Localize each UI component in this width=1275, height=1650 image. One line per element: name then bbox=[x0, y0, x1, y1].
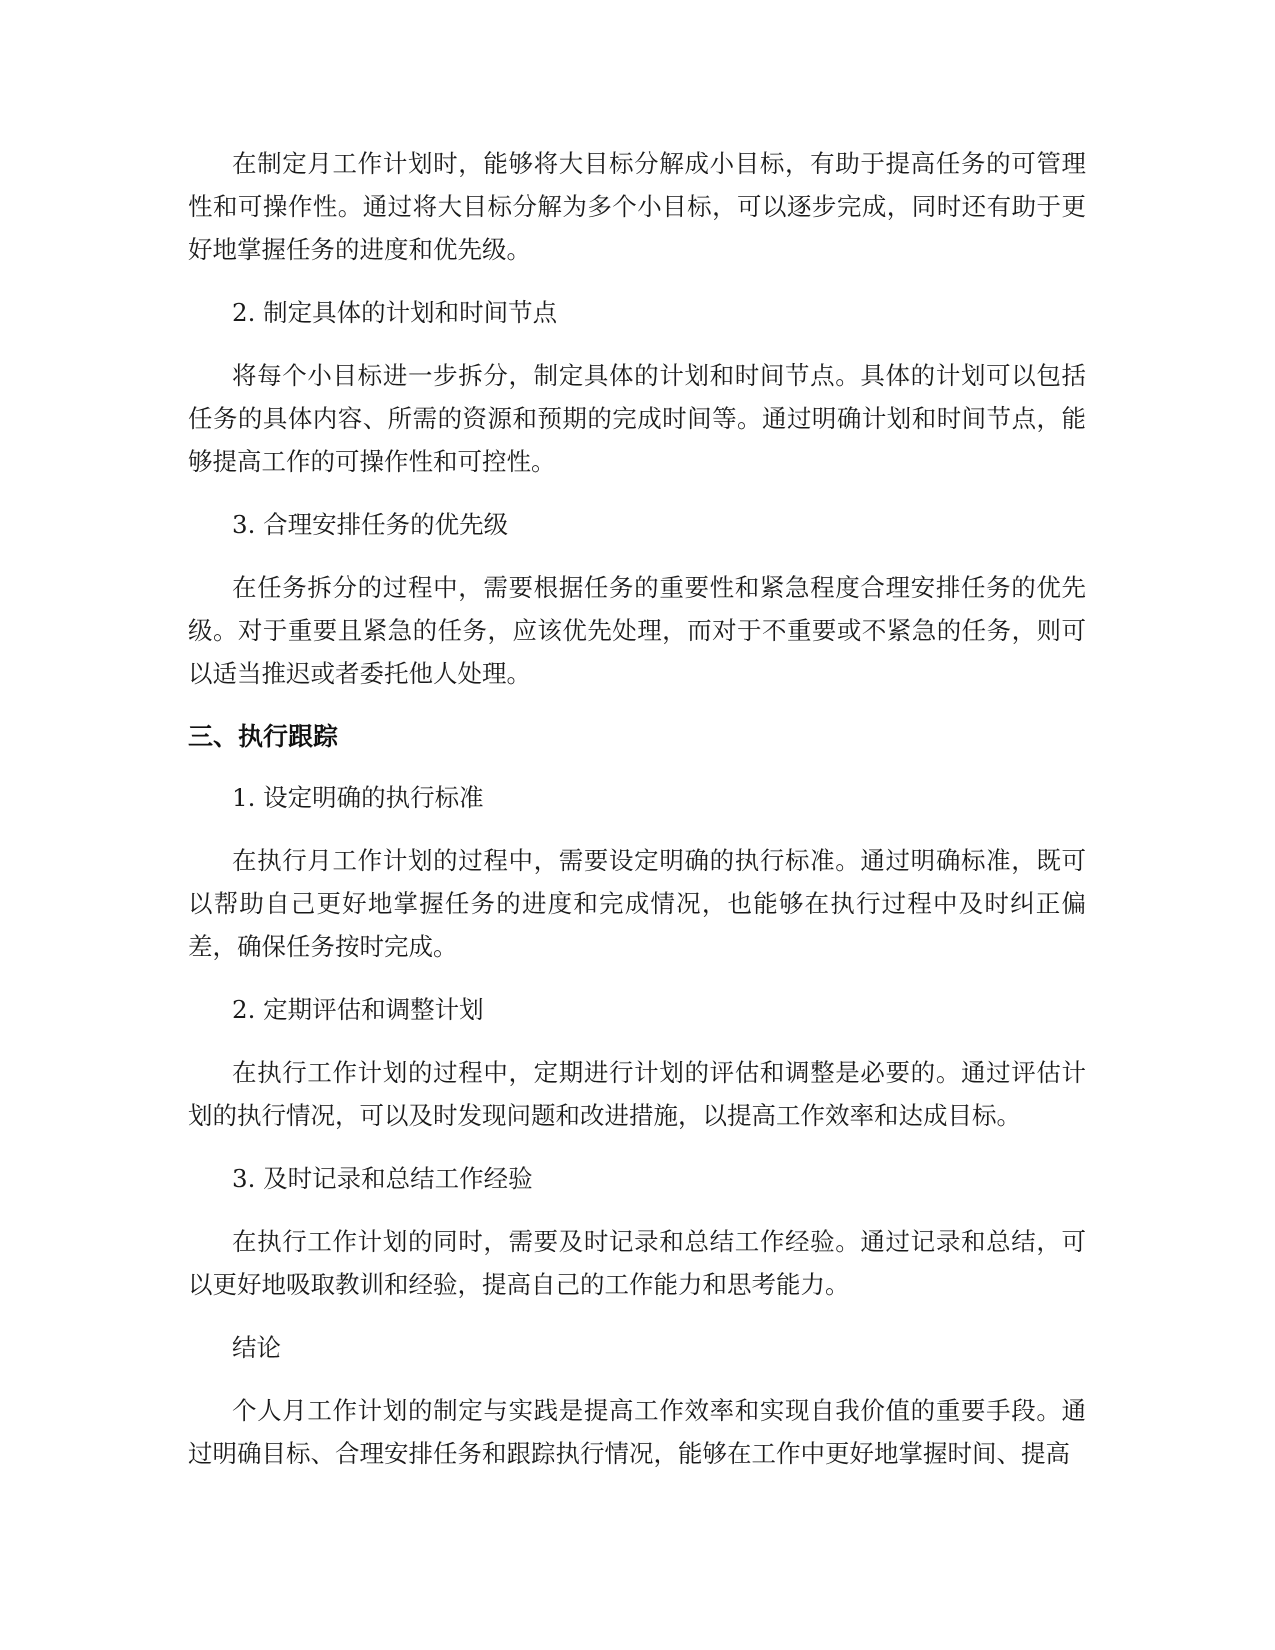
subheading-conclusion: 结论 bbox=[232, 1333, 281, 1362]
paragraph-priority: 在任务拆分的过程中，需要根据任务的重要性和紧急程度合理安排任务的优先级。对于重要且紧急的任务，应该优先处理，而对于不重要或不紧急的任务，则可以适当推迟或者委托他人处理。 bbox=[188, 573, 1086, 688]
subheading-evaluate-adjust: 2. 定期评估和调整计划 bbox=[232, 995, 484, 1024]
paragraph-decompose-goals: 在制定月工作计划时，能够将大目标分解成小目标，有助于提高任务的可管理性和可操作性。通过将大目标分解为多个小目标，可以逐步完成，同时还有助于更好地掌握任务的进度和优先级。 bbox=[188, 149, 1086, 264]
subheading-specific-plan: 2. 制定具体的计划和时间节点 bbox=[232, 298, 558, 327]
subheading-execution-standard: 1. 设定明确的执行标准 bbox=[232, 783, 484, 812]
section-heading-execution-tracking: 三、执行跟踪 bbox=[188, 722, 339, 751]
subheading-record-summarize: 3. 及时记录和总结工作经验 bbox=[232, 1164, 533, 1193]
subheading-priority: 3. 合理安排任务的优先级 bbox=[232, 510, 509, 539]
paragraph-execution-standard: 在执行月工作计划的过程中，需要设定明确的执行标准。通过明确标准，既可以帮助自己更好地掌握任务的进度和完成情况，也能够在执行过程中及时纠正偏差，确保任务按时完成。 bbox=[188, 846, 1086, 961]
paragraph-record-summarize: 在执行工作计划的同时，需要及时记录和总结工作经验。通过记录和总结，可以更好地吸取教训和经验，提高自己的工作能力和思考能力。 bbox=[188, 1227, 1086, 1299]
paragraph-conclusion: 个人月工作计划的制定与实践是提高工作效率和实现自我价值的重要手段。通过明确目标、合理安排任务和跟踪执行情况，能够在工作中更好地掌握时间、提高 bbox=[188, 1396, 1086, 1468]
document-body bbox=[188, 142, 1086, 1495]
paragraph-evaluate-adjust: 在执行工作计划的过程中，定期进行计划的评估和调整是必要的。通过评估计划的执行情况，可以及时发现问题和改进措施，以提高工作效率和达成目标。 bbox=[188, 1058, 1086, 1130]
paragraph-specific-plan: 将每个小目标进一步拆分，制定具体的计划和时间节点。具体的计划可以包括任务的具体内容、所需的资源和预期的完成时间等。通过明确计划和时间节点，能够提高工作的可操作性和可控性。 bbox=[188, 361, 1086, 476]
